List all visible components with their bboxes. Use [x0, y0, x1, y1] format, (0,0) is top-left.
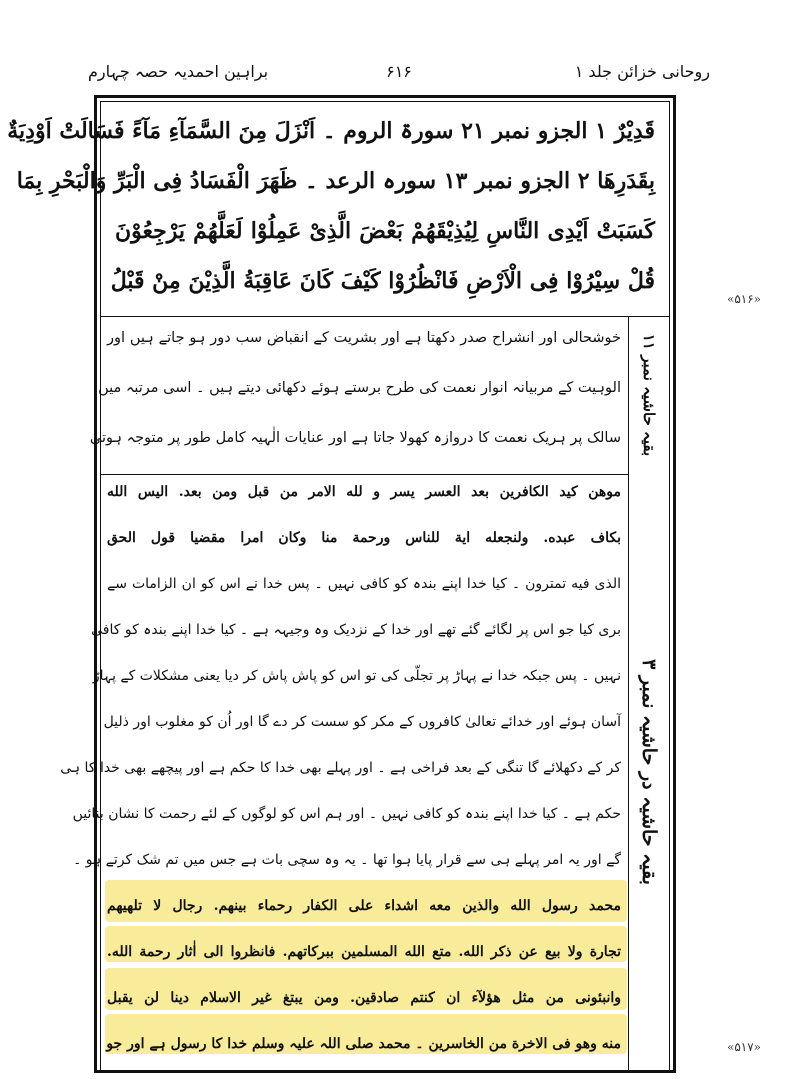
- text-line: موهن كيد الكافرين بعد العسر يسر و لله الامر من قبل ومن بعد. اليس الله: [107, 484, 621, 500]
- margin-note-517: «۵۱۷»: [727, 1040, 762, 1054]
- footnote-section-1: [89, 316, 629, 475]
- text-line: محمد رسول الله والذين معه اشداء على الكفار رحماء بينهم. رجال لا تلهيهم: [107, 898, 621, 914]
- text-line: کر کے دکھلائے گا تنگی کے بعد فراخی ہے ۔ اور پہلے بھی خدا کا حکم ہے اور پیچھے بھی خدا کا ہی: [60, 760, 621, 776]
- footnote-section-2: [60, 474, 629, 1070]
- text-line: الذى فيه تمترون ۔ کیا خدا اپنے بندہ کو کافی نہیں ۔ پس خدا نے اس کو ان الزامات سے: [107, 576, 621, 592]
- page-header: [88, 62, 710, 88]
- text-line: آسان ہوئے اور خدائے تعالیٰ کافروں کے مکر کو سست کر دے گا اور اُن کو مغلوب اور ذلیل: [103, 714, 621, 730]
- margin-note-516: «۵۱۶»: [727, 292, 762, 306]
- text-line: وانبئونى من مثل هؤلآء ان كنتم صادقين. ومن يبتغ غير الاسلام دينا لن يقبل: [107, 990, 621, 1006]
- text-line: تجارة ولا بيع عن ذكر الله. متع الله المسلمين ببركاتهم. فانظروا الى اٰثار رحمة الله.: [107, 944, 621, 960]
- verse-line: قُلْ سِيْرُوْا فِى الْاَرْضِ فَانْظُرُوْا كَيْفَ كَانَ عَاقِبَةُ الَّذِيْنَ مِنْ قَبْلُ: [110, 268, 655, 294]
- text-line: خوشحالی اور انشراح صدر دکھتا ہے اور بشریت کے انقباض سب دور ہو جاتے ہیں اور: [107, 330, 621, 346]
- text-line: گے اور یہ امر پہلے ہی سے قرار پایا ہوا تھا ۔ یہ وہ سچی بات ہے جس میں تم شک کرتے ہو ۔: [73, 852, 621, 868]
- text-line: نہیں ۔ پس جبکہ خدا نے پہاڑ پر تجلّی کی تو اس کو پاش پاش کر دیا یعنی مشکلات کے پہاڑ: [92, 668, 621, 684]
- text-line: منه وهو فى الاخرة من الخاسرين ۔ محمد صلی اللہ علیہ وسلم خدا کا رسول ہے اور جو: [106, 1036, 621, 1052]
- side-label-2: بقیہ حاشیہ در حاشیہ نمبر ۳: [638, 659, 660, 885]
- page-frame-inner: [7, 101, 670, 1070]
- book-volume-title: روحانی خزائن جلد ۱: [574, 62, 710, 81]
- verse-line: كَسَبَتْ اَيْدِى النَّاسِ لِيُذِيْقَهُمْ بَعْضَ الَّذِىْ عَمِلُوْا لَعَلَّهُمْ يَرْجِعُوْنَ: [115, 218, 655, 244]
- verse-block: [7, 102, 669, 317]
- book-part-title: براہین احمدیہ حصہ چہارم: [88, 62, 269, 81]
- page-frame: [7, 95, 676, 1073]
- verse-line: قَدِيْرٌ ۱ الجزو نمبر ۲۱ سورۃ الروم ۔ اَنْزَلَ مِنَ السَّمَآءِ مَآءً فَسَالَتْ اَوْدِيَةٌ: [7, 118, 655, 144]
- side-label-box-2: [628, 474, 669, 1070]
- side-label-box-1: [628, 316, 669, 474]
- side-label-1: بقیہ حاشیہ نمبر ۱۱: [640, 333, 658, 457]
- text-line: سالک پر ہریک نعمت کا دروازہ کھولا جاتا ہے اور عنایات الٰہیہ کامل طور پر متوجہ ہوتی: [89, 430, 621, 446]
- page-number: ۶۱۶: [386, 62, 412, 81]
- text-line: بكاف عبده. ولنجعله اية للناس ورحمة منا وكان امرا مقضيا قول الحق: [107, 530, 621, 546]
- verse-line: بِقَدَرِهَا ۲ الجزو نمبر ۱۳ سورہ الرعد ۔ ظَهَرَ الْفَسَادُ فِى الْبَرِّ وَالْبَحْرِ بِمَا: [16, 168, 655, 194]
- text-line: بری کیا جو اس پر لگائے گئے تھے اور خدا کے نزدیک وہ وجیہہ ہے ۔ کیا خدا اپنے بندہ کو کافی: [91, 622, 621, 638]
- text-line: حکم ہے ۔ کیا خدا اپنے بندہ کو کافی نہیں ۔ اور ہم اس کو لوگوں کے لئے رحمت کا نشان بنائیں: [72, 806, 621, 822]
- text-line: الوہیت کے مربیانہ انوار نعمت کی طرح برستے ہوئے دکھائی دیتے ہیں ۔ اسی مرتبہ میں: [98, 380, 621, 396]
